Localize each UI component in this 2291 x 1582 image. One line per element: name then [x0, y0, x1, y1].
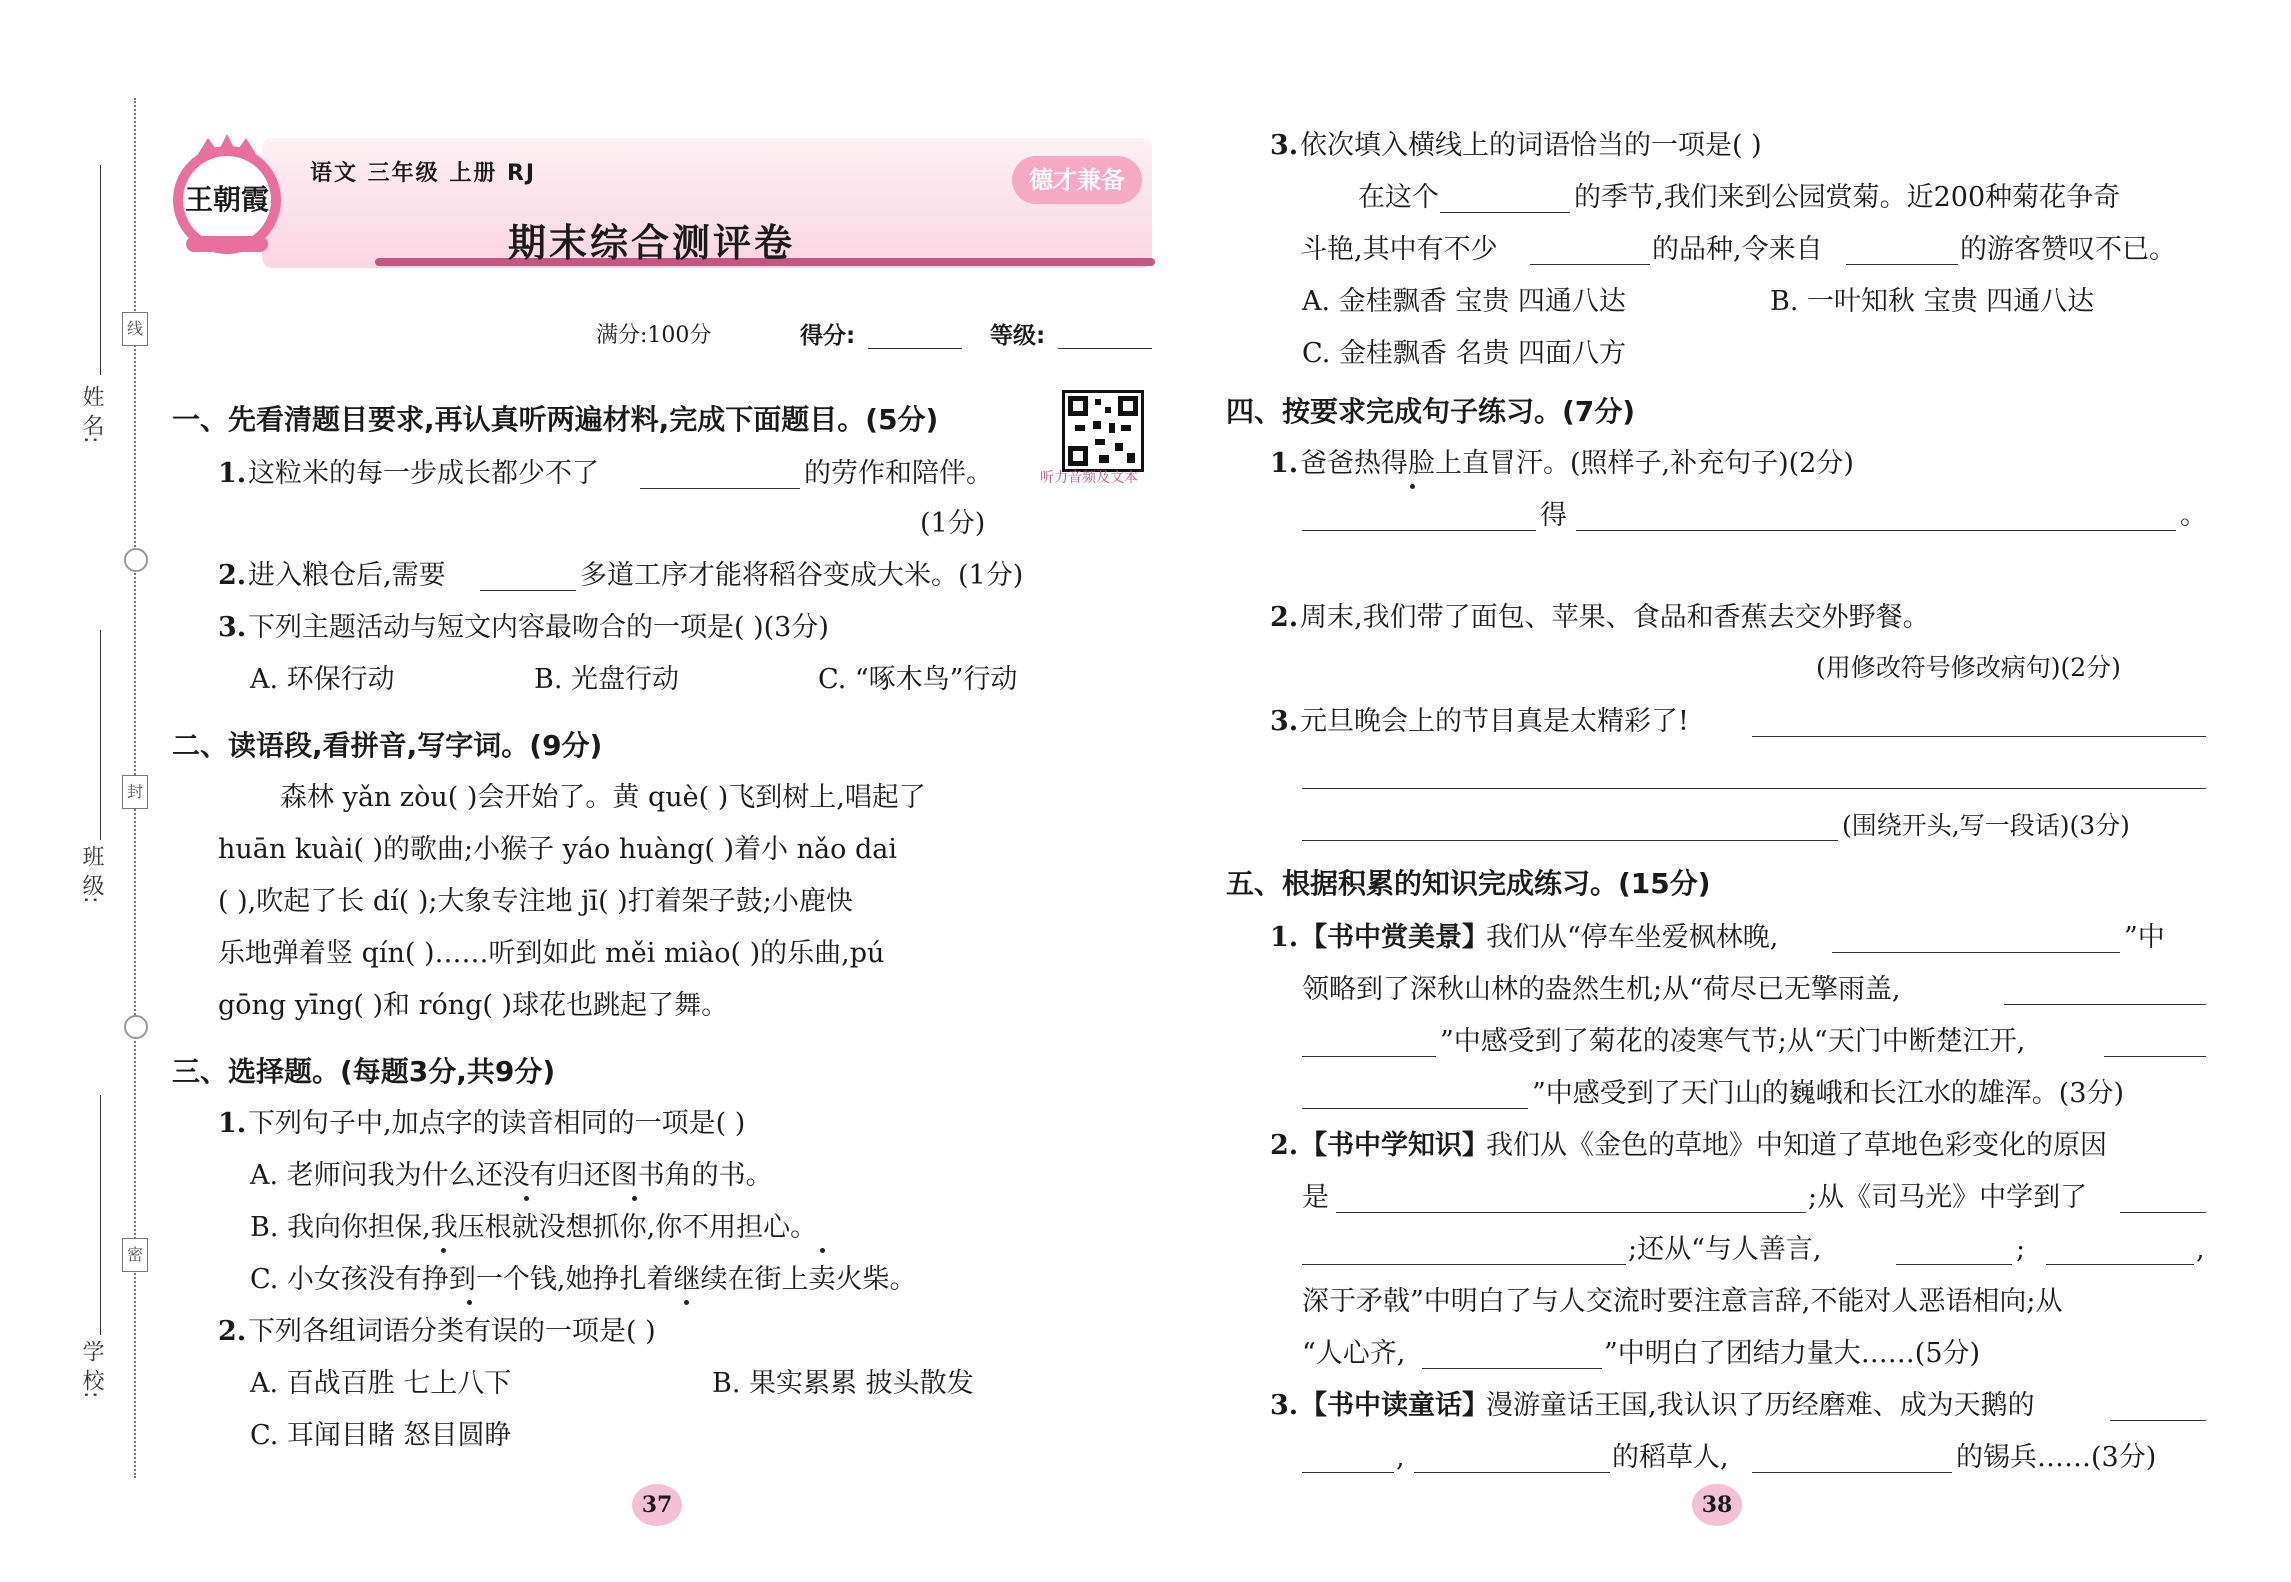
class-label: 班 级:: [79, 845, 104, 904]
answer-blank: [2046, 1264, 2194, 1265]
question-number: 2.: [218, 560, 247, 591]
emphasis-dot: [441, 1248, 446, 1253]
brand-logo: [168, 132, 286, 262]
question-number: 3.: [1270, 1390, 1299, 1421]
binding-ring-icon: [124, 1015, 148, 1039]
question-text: 的劳作和陪伴。: [804, 458, 993, 489]
question-text: 的锡兵……(3分): [1956, 1442, 2157, 1473]
answer-blank: [2004, 1004, 2206, 1005]
question-text: “人心齐,: [1302, 1338, 1406, 1369]
answer-blank: [1414, 1472, 1610, 1473]
question-number: 3.: [1270, 130, 1299, 161]
answer-blank: [1440, 212, 1570, 213]
emphasis-dot: [684, 1300, 689, 1305]
option-a: A. 金桂飘香 宝贵 四通八达: [1302, 286, 1626, 317]
pinyin-paragraph-line: ( ),吹起了长 dí( );大象专注地 jī( )打着架子鼓;小鹿快: [218, 886, 853, 917]
answer-blank: [1530, 264, 1650, 265]
grade-label: 等级:: [990, 323, 1046, 349]
answer-blank: [480, 590, 576, 591]
question-number: 3.: [1270, 706, 1299, 737]
passage-text: 在这个: [1358, 182, 1439, 213]
emphasis-dot: [1410, 484, 1415, 489]
emphasis-dot: [820, 1248, 825, 1253]
question-text: 是: [1302, 1182, 1329, 1213]
question-number: 1.: [1270, 448, 1299, 479]
option-b: B. 光盘行动: [534, 664, 680, 695]
section-4-heading: 四、按要求完成句子练习。(7分): [1226, 395, 1636, 428]
emphasis-dot: [524, 1196, 529, 1201]
subject-line: 语文 三年级 上册 RJ: [310, 161, 537, 186]
answer-blank: [1302, 1056, 1436, 1057]
section-1-heading: 一、先看清题目要求,再认真听两遍材料,完成下面题目。(5分): [172, 403, 939, 436]
section-2-heading: 二、读语段,看拼音,写字词。(9分): [172, 729, 603, 762]
cut-mark-xian: 线: [122, 312, 148, 346]
passage-text: 的季节,我们来到公园赏菊。近200种菊花争奇: [1574, 182, 2121, 213]
option-b: B. 我向你担保,我压根就没想抓你,你不用担心。: [250, 1212, 818, 1243]
option-a: A. 老师问我为什么还没有归还图书角的书。: [250, 1160, 773, 1191]
question-points: (1分): [920, 508, 986, 539]
question-text: 爸爸热得脸上直冒汗。(照样子,补充句子)(2分): [1300, 448, 1854, 479]
binding-ring-icon: [124, 548, 148, 572]
question-text: 的稻草人,: [1612, 1442, 1729, 1473]
option-a: A. 环保行动: [250, 664, 395, 695]
question-text: ;: [2016, 1234, 2026, 1265]
question-text: 进入粮仓后,需要: [248, 560, 446, 591]
question-text: 深于矛戟”中明白了与人交流时要注意言辞,不能对人恶语相向;从: [1302, 1286, 2063, 1317]
answer-blank: [1896, 1264, 2012, 1265]
question-text: 周末,我们带了面包、苹果、食品和香蕉去交外野餐。: [1300, 602, 1930, 633]
pinyin-paragraph-line: 森林 yǎn zòu( )会开始了。黄 què( )飞到树上,唱起了: [280, 782, 926, 813]
answer-blank: [1302, 1264, 1626, 1265]
answer-blank: [1846, 264, 1958, 265]
emphasis-dot: [467, 1300, 472, 1305]
question-tag: 【书中读童话】: [1300, 1390, 1489, 1421]
answer-blank: [1422, 1368, 1602, 1369]
cut-mark-mi: 密: [122, 1238, 148, 1272]
page-number: 38: [1692, 1484, 1742, 1526]
answer-blank: [1302, 840, 1838, 841]
question-number: 1.: [218, 458, 247, 489]
section-3-heading: 三、选择题。(每题3分,共9分): [172, 1055, 556, 1088]
answer-blank: [1302, 530, 1536, 531]
class-write-line: [100, 630, 101, 840]
question-text: 下列各组词语分类有误的一项是( ): [248, 1316, 656, 1347]
section-5-heading: 五、根据积累的知识完成练习。(15分): [1226, 867, 1711, 900]
answer-blank: [1302, 1472, 1394, 1473]
name-label: 姓 名:: [79, 385, 104, 444]
question-tag: 【书中学知识】: [1300, 1130, 1489, 1161]
option-a: A. 百战百胜 七上八下: [250, 1368, 512, 1399]
question-number: 2.: [1270, 602, 1299, 633]
name-write-line: [100, 165, 101, 375]
full-score: 满分:100分: [596, 323, 712, 348]
page-title: 期末综合测评卷: [508, 221, 796, 265]
answer-blank: [2110, 1420, 2206, 1421]
question-number: 2.: [1270, 1130, 1299, 1161]
answer-blank: [640, 488, 800, 489]
question-text: 依次填入横线上的词语恰当的一项是( ): [1300, 130, 1762, 161]
answer-blank: [2104, 1056, 2206, 1057]
passage-text: 斗艳,其中有不少: [1300, 234, 1498, 265]
question-text: 我们从“停车坐爱枫林晚,: [1486, 922, 1779, 953]
passage-text: 的品种,令来自: [1652, 234, 1823, 265]
question-text: ;还从“与人善言,: [1628, 1234, 1822, 1265]
question-number: 1.: [1270, 922, 1299, 953]
answer-end: 。: [2180, 500, 2207, 531]
question-text: ,: [1396, 1442, 1405, 1473]
question-text: 下列句子中,加点字的读音相同的一项是( ): [248, 1108, 746, 1139]
answer-blank: [1336, 1212, 1806, 1213]
question-text: 多道工序才能将稻谷变成大米。(1分): [580, 560, 1024, 591]
question-tag: 【书中赏美景】: [1300, 922, 1489, 953]
page-number: 37: [632, 1484, 682, 1526]
question-points: (围绕开头,写一段话)(3分): [1842, 811, 2130, 840]
qr-code-icon: [1062, 390, 1144, 472]
grade-line: [1058, 348, 1152, 349]
question-points: (用修改符号修改病句)(2分): [1816, 653, 2121, 682]
pinyin-paragraph-line: huān kuài( )的歌曲;小猴子 yáo huàng( )着小 nǎo dai: [218, 834, 897, 865]
question-number: 3.: [218, 612, 247, 643]
option-b: B. 果实累累 披头散发: [712, 1368, 974, 1399]
question-text: 漫游童话王国,我认识了历经磨难、成为天鹅的: [1486, 1390, 2035, 1421]
school-label: 学 校:: [79, 1340, 104, 1399]
pinyin-paragraph-line: 乐地弹着竖 qín( )……听到如此 měi miào( )的乐曲,pú: [218, 938, 885, 969]
question-number: 2.: [218, 1316, 247, 1347]
option-c: C. 耳闻目睹 怒目圆睁: [250, 1420, 512, 1451]
option-c: C. 金桂飘香 名贵 四面八方: [1302, 338, 1627, 369]
school-write-line: [100, 1095, 101, 1335]
emphasis-dot: [632, 1196, 637, 1201]
option-c: C. “啄木鸟”行动: [818, 664, 1018, 695]
passage-text: 的游客赞叹不已。: [1960, 234, 2176, 265]
motto-stamp: 德才兼备: [1012, 156, 1142, 204]
question-text: 领略到了深秋山林的盎然生机;从“荷尽已无擎雨盖,: [1302, 974, 1901, 1005]
question-text: ”中感受到了菊花的凌寒气节;从“天门中断楚江开,: [1440, 1026, 2026, 1057]
question-text: ”中明白了团结力量大……(5分): [1604, 1338, 1981, 1369]
option-c: C. 小女孩没有挣到一个钱,她挣扎着继续在街上卖火柴。: [250, 1264, 917, 1295]
cut-mark-feng: 封: [122, 775, 148, 809]
qr-caption: 听力音频及文本: [1040, 470, 1138, 486]
answer-blank: [1752, 1472, 1952, 1473]
brand-name: 王朝霞: [184, 183, 269, 216]
answer-blank: [1752, 736, 2206, 737]
question-text: 下列主题活动与短文内容最吻合的一项是( )(3分): [248, 612, 829, 643]
option-b: B. 一叶知秋 宝贵 四通八达: [1770, 286, 2095, 317]
question-text: ”中感受到了天门山的巍峨和长江水的雄浑。(3分): [1532, 1078, 2125, 1109]
question-text: 这粒米的每一步成长都少不了: [248, 458, 599, 489]
answer-blank: [1302, 788, 2206, 789]
question-text: ,: [2196, 1234, 2205, 1265]
answer-blank: [2120, 1212, 2206, 1213]
question-text: ”中: [2124, 922, 2165, 953]
score-label: 得分:: [800, 323, 856, 349]
answer-blank: [1302, 1108, 1528, 1109]
answer-blank: [1832, 952, 2120, 953]
question-number: 1.: [218, 1108, 247, 1139]
answer-blank: [1576, 530, 2176, 531]
answer-de: 得: [1540, 500, 1567, 531]
pinyin-paragraph-line: gōng yīng( )和 róng( )球花也跳起了舞。: [218, 990, 729, 1021]
question-text: 我们从《金色的草地》中知道了草地色彩变化的原因: [1486, 1130, 2107, 1161]
question-text: 元旦晚会上的节目真是太精彩了!: [1300, 706, 1689, 737]
question-text: ;从《司马光》中学到了: [1808, 1182, 2088, 1213]
score-line: [868, 348, 962, 349]
